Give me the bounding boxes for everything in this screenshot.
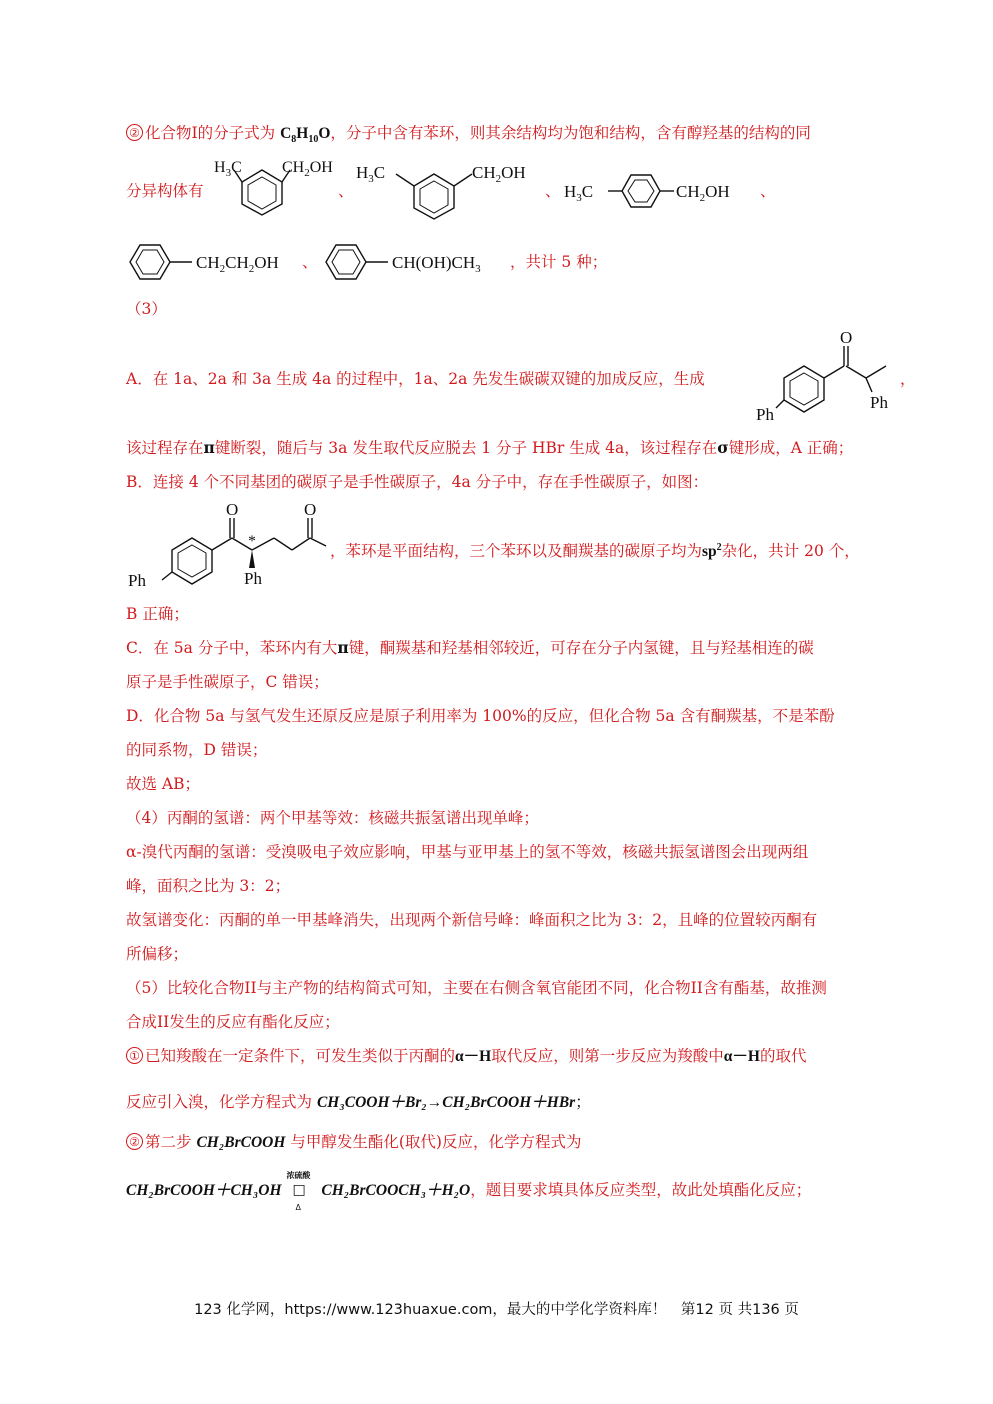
text-label: $CH_2OH$ — [282, 159, 333, 179]
text-line-10 — [126, 636, 814, 660]
text-span: 键形成，A 正确； — [728, 439, 854, 457]
alpha-h: α－H — [455, 1048, 492, 1065]
text-line-23 — [126, 1090, 591, 1115]
structure-4a-chiral — [126, 500, 336, 595]
pi-symbol: π — [337, 638, 349, 657]
structure-ketone-intermediate — [752, 328, 902, 423]
equation-rhs: CH₂BrCOOCH₃＋H₂O — [321, 1182, 471, 1199]
text-line-8 — [330, 536, 860, 564]
text-label: $CH_2CH_2OH$ — [196, 253, 279, 275]
text-span: ，分子中含有苯环，则其余结构均为饱和结构，含有醇羟基的结构的同 — [330, 124, 811, 142]
separator: 、 — [760, 182, 776, 200]
text-label: Ph — [870, 393, 888, 412]
text-label: $CH_2OH$ — [676, 182, 730, 204]
circled-number-2: ② — [126, 124, 143, 141]
text-span: 与甲醇发生酯化(取代)反应，化学方程式为 — [290, 1133, 582, 1151]
text-line-21: 合成II发生的反应有酯化反应； — [126, 1013, 340, 1031]
structure-1-phenylethanol — [322, 240, 522, 285]
text-span: C．在 5a 分子中，苯环内有大 — [126, 639, 338, 657]
condition-bottom: Δ — [295, 1203, 301, 1212]
text-label: $H_3C$ — [564, 182, 594, 204]
text-span: ，苯环是平面结构，三个苯环以及酮羰基的碳原子均为 — [330, 542, 703, 561]
text-label: O — [840, 328, 853, 347]
separator: 、 — [545, 182, 561, 200]
reaction-condition — [286, 1171, 316, 1212]
separator: 、 — [338, 182, 354, 200]
circled-number-2: ② — [126, 1133, 143, 1150]
sp-text: sp — [702, 543, 717, 561]
equation-bromination: CH₃COOH＋Br₂→CH₂BrCOOH＋HBr — [316, 1094, 576, 1111]
text-label: $CH_2OH$ — [472, 163, 526, 185]
text-span: ； — [575, 1093, 591, 1111]
text-span: 第二步 — [145, 1133, 192, 1151]
text-label: O — [304, 500, 317, 519]
text-line-3-end: ，共计 5 种； — [510, 253, 608, 271]
text-line-22 — [126, 1044, 806, 1069]
chiral-star: * — [248, 533, 256, 550]
formula-bromoacetic-acid: CH₂BrCOOH — [196, 1134, 286, 1151]
text-line-13: 的同系物，D 错误； — [126, 741, 268, 759]
condition-top: 浓硫酸 — [286, 1171, 311, 1180]
alpha-h: α－H — [723, 1048, 760, 1065]
structure-meta-methylbenzyl-alcohol — [356, 156, 546, 216]
text-line-19: 所偏移； — [126, 945, 189, 963]
text-span: 键断裂，随后与 3a 发生取代反应脱去 1 分子 HBr 生成 4a，该过程存在 — [214, 439, 718, 457]
text-label: $H_3C$ — [356, 163, 386, 185]
text-line-5-end: ， — [900, 370, 916, 388]
pi-symbol: π — [203, 438, 215, 457]
text-line-24 — [126, 1130, 581, 1155]
text-label: $H_3C$ — [214, 159, 242, 179]
separator: 、 — [302, 253, 318, 271]
text-span: 该过程存在 — [126, 439, 204, 457]
text-line-11: 原子是手性碳原子，C 错误； — [126, 673, 329, 691]
text-span: 反应引入溴，化学方程式为 — [126, 1093, 313, 1111]
text-line-15: （4）丙酮的氢谱：两个甲基等效：核磁共振氢谱出现单峰； — [126, 809, 539, 827]
text-line-14: 故选 AB； — [126, 775, 201, 793]
text-span: 化合物I的分子式为 — [145, 124, 276, 142]
page-footer: 123 化学网，https://www.123huaxue.com，最大的中学化学资料库！ 第12 页 共136 页 — [194, 1302, 799, 1318]
condition-arrow: □ — [292, 1182, 306, 1198]
text-label: Ph — [244, 569, 262, 588]
text-line-5: A．在 1a、2a 和 3a 生成 4a 的过程中，1a、2a 先发生碳碳双键的加成反应，生成 — [126, 370, 705, 388]
sigma-symbol: σ — [717, 438, 729, 457]
text-line-4: （3） — [126, 300, 167, 318]
text-line-17: 峰，面积之比为 3：2； — [126, 877, 291, 895]
text-line-18: 故氢谱变化：丙酮的单一甲基峰消失，出现两个新信号峰：峰面积之比为 3：2，且峰的位置较丙酮有 — [126, 911, 818, 929]
text-line-12: D．化合物 5a 与氢气发生还原反应是原子利用率为 100%的反应，但化合物 5a 含有酮羰基，不是苯酚 — [126, 707, 835, 725]
text-line-25 — [126, 1171, 812, 1212]
text-line-2: 分异构体有 — [126, 182, 204, 200]
equation-lhs: CH₂BrCOOH＋CH₃OH — [126, 1182, 282, 1199]
text-line-9: B 正确； — [126, 605, 189, 623]
circled-number-1: ① — [126, 1047, 143, 1064]
text-line-16: α-溴代丙酮的氢谱：受溴吸电子效应影响，甲基与亚甲基上的氢不等效，核磁共振氢谱图会出现两组 — [126, 843, 809, 861]
structure-phenylethanol — [126, 240, 326, 285]
structure-ortho-methylbenzyl-alcohol — [212, 152, 342, 227]
text-label: O — [226, 500, 239, 519]
structure-para-methylbenzyl-alcohol — [564, 170, 764, 215]
sp-superscript: 2 — [716, 542, 722, 553]
text-span: 键，酮羰基和羟基相邻较近，可存在分子内氢键，且与羟基相连的碳 — [348, 639, 814, 657]
hybridization — [702, 543, 722, 560]
text-span: 杂化，共计 20 个， — [721, 542, 860, 561]
text-span: 的取代 — [759, 1047, 807, 1065]
text-span: 取代反应，则第一步反应为羧酸中 — [491, 1047, 724, 1065]
text-span: 已知羧酸在一定条件下，可发生类似于丙酮的 — [145, 1047, 456, 1065]
text-label: Ph — [128, 571, 146, 590]
text-line-1 — [126, 121, 811, 152]
text-line-6 — [126, 436, 853, 460]
text-label: Ph — [756, 405, 774, 424]
text-line-7: B．连接 4 个不同基团的碳原子是手性碳原子，4a 分子中，存在手性碳原子，如图： — [126, 473, 709, 491]
text-line-20: （5）比较化合物II与主产物的结构简式可知，主要在右侧含氧官能团不同，化合物II含有酯基，故推测 — [126, 979, 827, 997]
molecular-formula: $C_8H_{10}O$ — [280, 125, 331, 146]
text-span: ，题目要求填具体反应类型，故此处填酯化反应； — [470, 1181, 812, 1199]
text-label: $CH(OH)CH_3$ — [392, 253, 481, 275]
